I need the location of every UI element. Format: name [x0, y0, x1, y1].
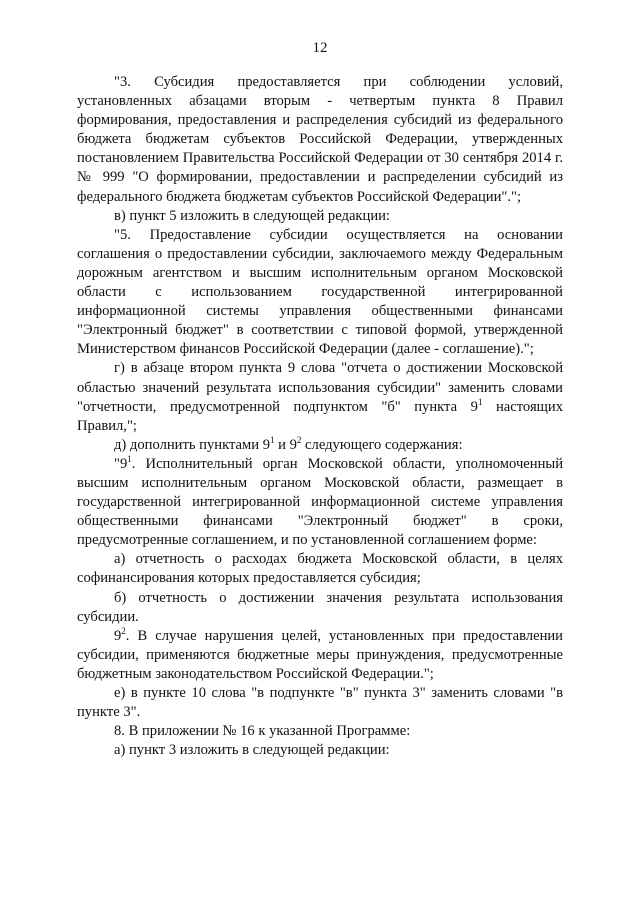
paragraph-appendix-16: 8. В приложении № 16 к указанной Программе: — [114, 723, 411, 740]
paragraph-point-5: "5. Предоставление субсидии осуществляется на основании соглашения о предоставлении субсидии, заключаемого между Федеральным дорожным агентством и высшим исполнительным органом Московской области с использованием государственной интегрированной информационной системы управления общественными финансами "Электронный бюджет" в соответствии с типовой формой, утвержденной Министерством финансов Российской Федерации (далее - соглашение)."; — [77, 226, 563, 358]
paragraph-subitem-a: а) отчетность о расходах бюджета Московской области, в целях софинансирования которых предоставляется субсидия; — [77, 551, 563, 587]
paragraph-subsidy-conditions: "3. Субсидия предоставляется при соблюдении условий, установленных абзацами вторым - четвертым пункта 8 Правил формирования, предоставления и распределения субсидий из федерального бюджета бюджетам субъектов Российской Федерации, утвержденных постановлением Правительства Российской Федерации от 30 сентября 2014 г. № 999 "О формировании, предоставлении и распределении субсидий из федерального бюджета бюджетам субъектов Российской Федерации"."; — [77, 74, 563, 205]
paragraph-point-9-1: "$9^1$. Исполнительный орган Московской области, уполномоченный высшим исполнительным органом Московской области, размещает в государственной интегрированной информационной системе управления общественными финансами "Электронный бюджет" в сроки, предусмотренные соглашением, и по установленной соглашением форме: — [77, 454, 563, 549]
paragraph-item-d: д) дополнить пунктами $9^1$ и $9^2$ следующего содержания: — [114, 434, 463, 453]
superscript-marker: 1 — [477, 396, 483, 407]
paragraph-point-9-2: $9^2$. В случае нарушения целей, установленных при предоставлении субсидии, применяются бюджетные меры принуждения, предусмотренные бюджетным законодательством Российской Федерации."; — [77, 625, 563, 682]
document-body — [77, 73, 563, 760]
paragraph-item-v: в) пункт 5 изложить в следующей редакции: — [114, 207, 390, 224]
superscript-marker: 1 — [127, 454, 132, 465]
page-number: 12 — [312, 40, 328, 56]
paragraph-item-g: г) в абзаце втором пункта 9 слова "отчета о достижении Московской областью значений результата использования субсидии" заменить словами "отчетности, предусмотренной подпунктом "б" пункта $9^1$ настоящих Правил,"; — [77, 360, 563, 434]
superscript-marker: 1 — [270, 434, 275, 445]
paragraph-subitem-b: б) отчетность о достижении значения результата использования субсидии. — [77, 589, 563, 625]
paragraph-item-a-point-3: а) пункт 3 изложить в следующей редакции: — [114, 742, 390, 759]
superscript-marker: 2 — [296, 434, 302, 445]
superscript-marker: 2 — [121, 625, 126, 636]
paragraph-item-e: е) в пункте 10 слова "в подпункте "в" пункта 3" заменить словами "в пункте 3". — [77, 685, 563, 721]
